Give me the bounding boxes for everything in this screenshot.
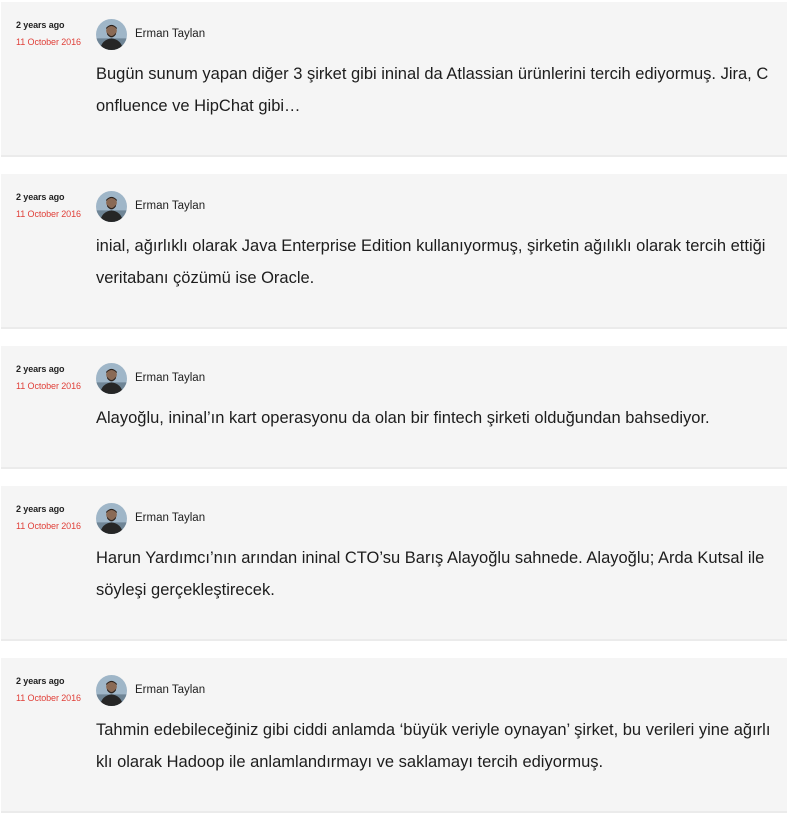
avatar	[96, 503, 127, 534]
feed-entry	[1, 658, 787, 813]
relative-time: 2 years ago	[16, 192, 65, 202]
avatar	[96, 191, 127, 222]
entry-text: Tahmin edebileceğiniz gibi ciddi anlamda ‘büyük veriyle oynayan’ şirket, bu verileri yine ağırlıklı olarak Hadoop ile anlamlandırmayı ve saklamayı tercih ediyormuş.	[96, 721, 771, 771]
relative-time: 2 years ago	[16, 504, 65, 514]
timestamp	[16, 675, 81, 704]
author-name[interactable]: Erman Taylan	[135, 28, 206, 40]
relative-time: 2 years ago	[16, 676, 65, 686]
author-name[interactable]: Erman Taylan	[135, 200, 206, 212]
entry-text: Alayoğlu, ininal’ın kart operasyonu da olan bir fintech şirketi olduğundan bahsediyor.	[96, 409, 710, 427]
relative-time: 2 years ago	[16, 20, 65, 30]
feed-entry	[1, 2, 787, 157]
author-name[interactable]: Erman Taylan	[135, 372, 206, 384]
avatar	[96, 675, 127, 706]
avatar	[96, 363, 127, 394]
relative-time: 2 years ago	[16, 364, 65, 374]
entry-text: Bugün sunum yapan diğer 3 şirket gibi ininal da Atlassian ürünlerini tercih ediyormuş. Jira, Confluence ve HipChat gibi…	[96, 65, 769, 115]
author	[96, 674, 205, 706]
timestamp	[16, 19, 81, 48]
entry-date: 11 October 2016	[16, 693, 81, 703]
entry-date: 11 October 2016	[16, 381, 81, 391]
author	[96, 190, 205, 222]
author-name[interactable]: Erman Taylan	[135, 512, 206, 524]
entry-date: 11 October 2016	[16, 521, 81, 531]
timestamp	[16, 503, 81, 532]
entry-date: 11 October 2016	[16, 37, 81, 47]
author-name[interactable]: Erman Taylan	[135, 684, 206, 696]
entry-text: Harun Yardımcı’nın arından ininal CTO’su Barış Alayoğlu sahnede. Alayoğlu; Arda Kutsal ile söyleşi gerçekleştirecek.	[96, 549, 765, 599]
entry-text: inial, ağırlıklı olarak Java Enterprise Edition kullanıyormuş, şirketin ağılıklı olarak tercih ettiği veritabanı çözümü ise Oracle.	[96, 237, 766, 287]
feed-entry	[1, 346, 787, 469]
avatar	[96, 19, 127, 50]
feed-entry	[1, 486, 787, 641]
author	[96, 18, 205, 50]
timestamp	[16, 363, 81, 392]
author	[96, 502, 205, 534]
author	[96, 362, 205, 394]
entry-date: 11 October 2016	[16, 209, 81, 219]
timestamp	[16, 191, 81, 220]
feed-entry	[1, 174, 787, 329]
